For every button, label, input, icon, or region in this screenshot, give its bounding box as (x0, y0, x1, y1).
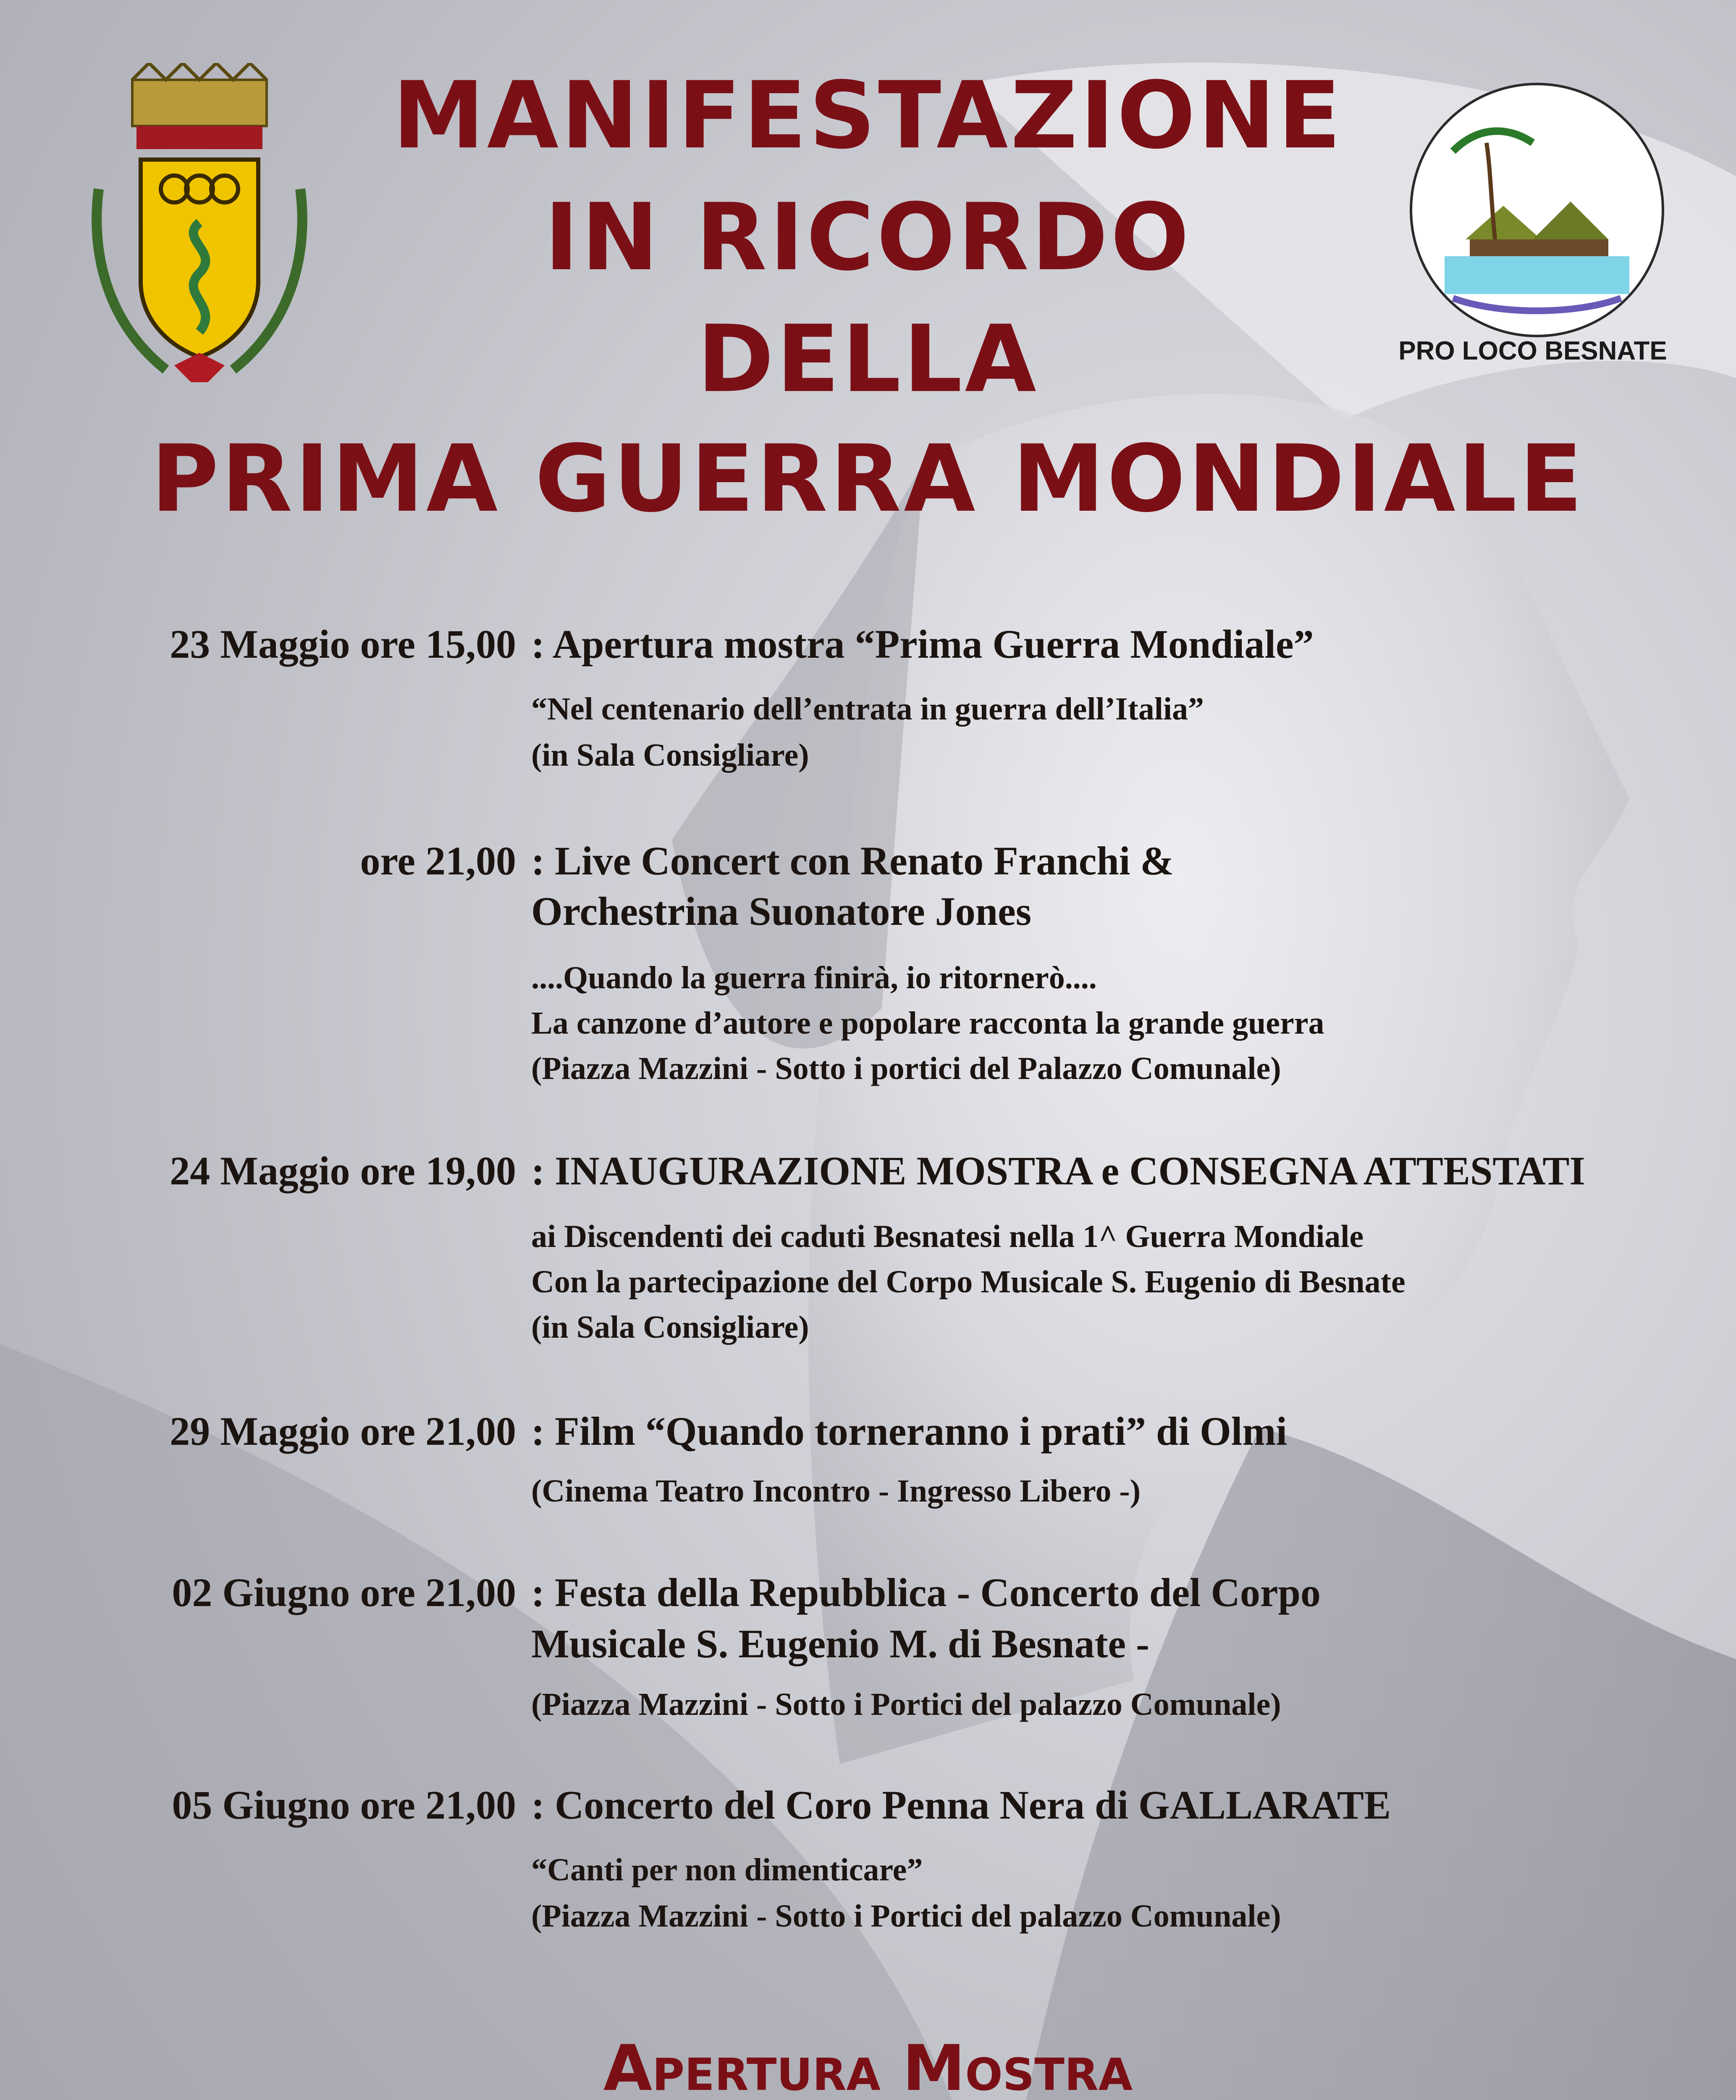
event-6-when: 05 Giugno ore 21,00 (172, 1782, 516, 1827)
event-2-detail-3: (Piazza Mazzini - Sotto i portici del Palazzo Comunale) (531, 1051, 1281, 1086)
event-2-line-2: Orchestrina Suonatore Jones (531, 889, 1032, 934)
event-5-when: 02 Giugno ore 21,00 (172, 1570, 516, 1615)
event-3-when: 24 Maggio ore 19,00 (170, 1148, 516, 1193)
event-1-line-1: : Apertura mostra “Prima Guerra Mondiale” (531, 622, 1314, 667)
event-5-line-1: : Festa della Repubblica - Concerto del Corpo (531, 1570, 1321, 1615)
event-6-detail-2: (Piazza Mazzini - Sotto i Portici del palazzo Comunale) (531, 1898, 1281, 1934)
title-line-2: IN RICORDO (544, 184, 1192, 291)
footer-heading: Apertura Mostra (603, 2032, 1133, 2100)
event-2-detail-1: ....Quando la guerra finirà, io ritornerò.... (531, 960, 1097, 995)
event-6-line-1: : Concerto del Coro Penna Nera di GALLARATE (531, 1782, 1391, 1827)
event-3-detail-2: Con la partecipazione del Corpo Musicale S. Eugenio di Besnate (531, 1264, 1406, 1299)
event-2-detail-2: La canzone d’autore e popolare racconta la grande guerra (531, 1005, 1324, 1041)
event-3-detail-1: ai Discendenti dei caduti Besnatesi nella 1^ Guerra Mondiale (531, 1219, 1364, 1254)
title-line-3: DELLA (697, 305, 1039, 413)
event-1-detail-2: (in Sala Consigliare) (531, 738, 809, 773)
event-6-detail-1: “Canti per non dimenticare” (531, 1852, 923, 1887)
event-3-line-1: : INAUGURAZIONE MOSTRA e CONSEGNA ATTESTATI (531, 1148, 1585, 1193)
event-1-detail-1: “Nel centenario dell’entrata in guerra dell’Italia” (531, 691, 1204, 727)
event-5-line-2: Musicale S. Eugenio M. di Besnate - (531, 1621, 1150, 1666)
title-line-4: PRIMA GUERRA MONDIALE (151, 425, 1585, 533)
title-line-1: MANIFESTAZIONE (392, 62, 1344, 169)
event-4-when: 29 Maggio ore 21,00 (170, 1409, 516, 1454)
event-2-when: ore 21,00 (360, 838, 516, 883)
event-2-line-1: : Live Concert con Renato Franchi & (531, 838, 1174, 883)
event-1-when: 23 Maggio ore 15,00 (170, 622, 516, 667)
event-5-detail-1: (Piazza Mazzini - Sotto i Portici del palazzo Comunale) (531, 1687, 1281, 1722)
pro-loco-caption: PRO LOCO BESNATE (1398, 336, 1667, 365)
event-4-line-1: : Film “Quando torneranno i prati” di Olmi (531, 1409, 1288, 1454)
event-4-detail-1: (Cinema Teatro Incontro - Ingresso Libero -) (531, 1473, 1141, 1509)
event-3-detail-3: (in Sala Consigliare) (531, 1310, 809, 1345)
